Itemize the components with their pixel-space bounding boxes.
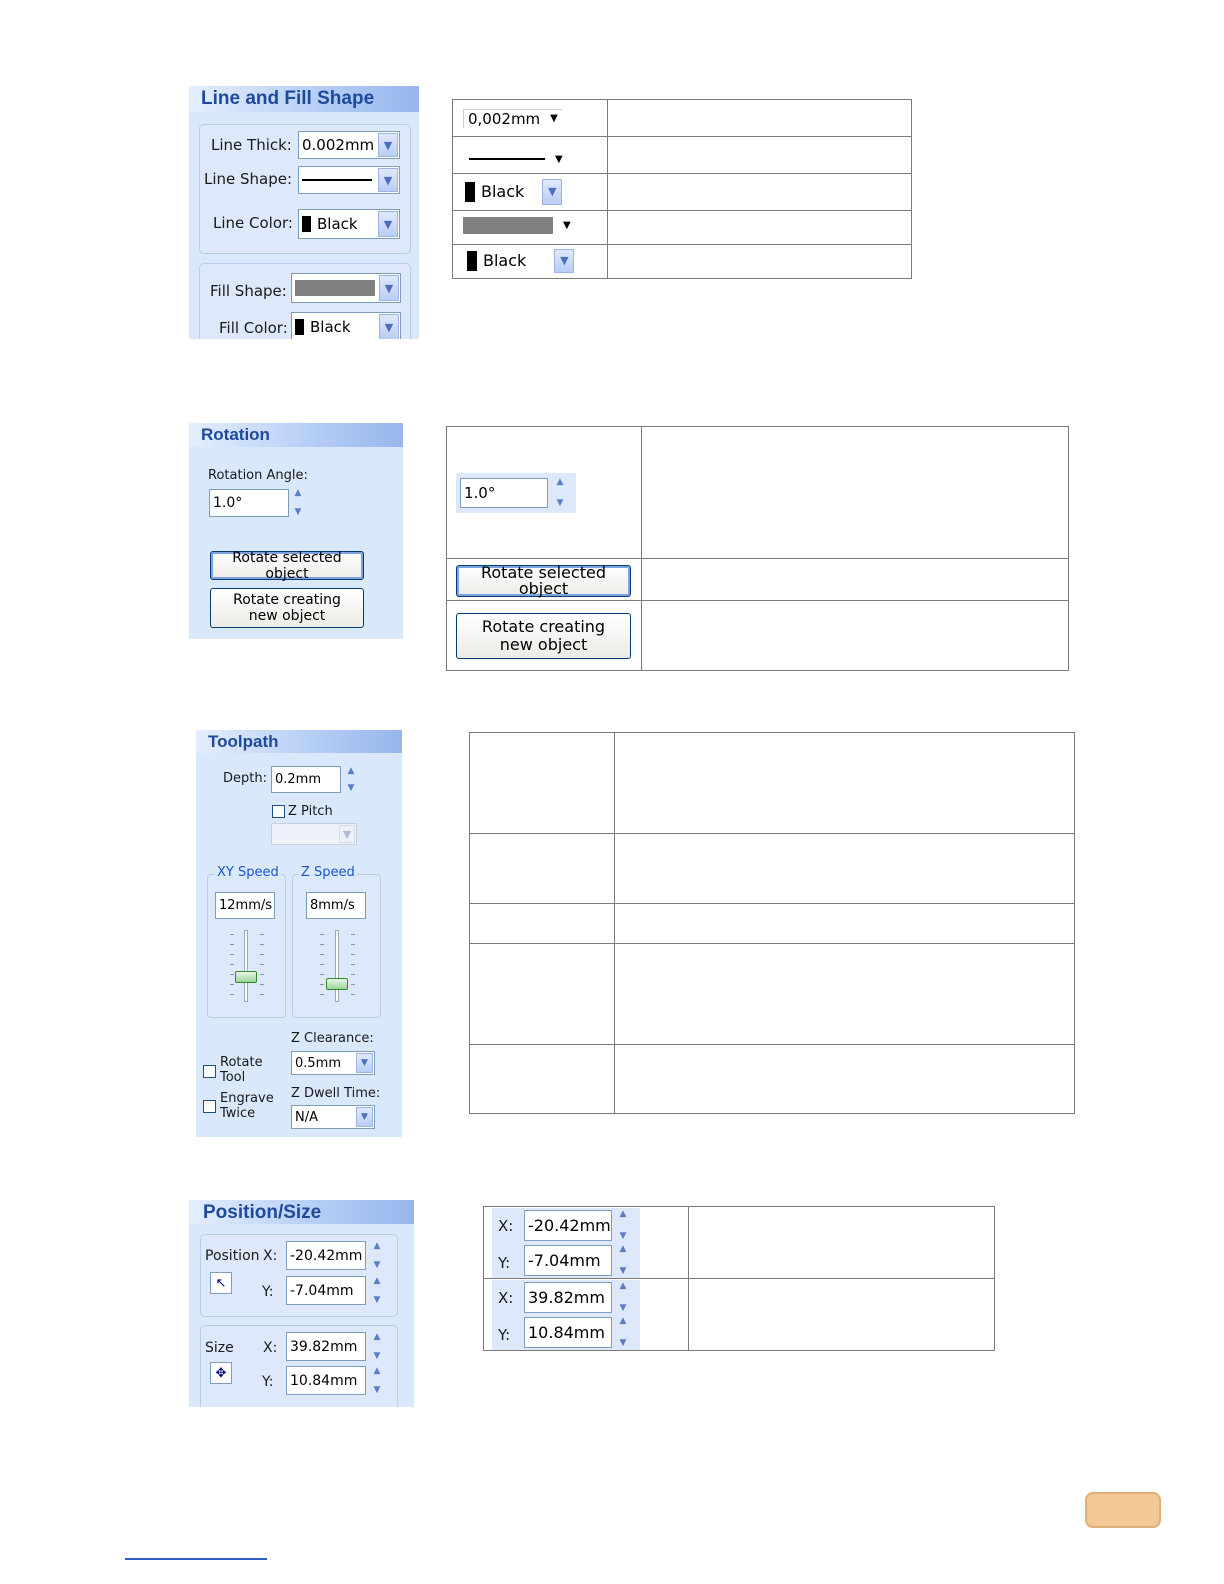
position-y-spinner[interactable] bbox=[370, 1277, 384, 1305]
table-cell bbox=[615, 1045, 1075, 1114]
line-thick-sample-value: 0,002mm bbox=[468, 109, 541, 128]
table-cell bbox=[453, 174, 608, 211]
spin-up-icon[interactable]: ▲ bbox=[619, 1280, 627, 1291]
spin-up-icon[interactable]: ▲ bbox=[619, 1315, 627, 1326]
chevron-down-icon[interactable]: ▼ bbox=[378, 211, 398, 237]
chevron-down-icon[interactable]: ▼ bbox=[378, 168, 398, 192]
table-cell bbox=[608, 174, 912, 211]
footer-rule bbox=[125, 1558, 267, 1560]
engrave-twice-label: Engrave Twice bbox=[220, 1091, 274, 1121]
depth-value: 0.2mm bbox=[275, 772, 322, 787]
spin-up-icon[interactable]: ▲ bbox=[294, 488, 302, 498]
position-x-spinner[interactable] bbox=[370, 1242, 384, 1270]
toolpath-panel-title: Toolpath bbox=[196, 730, 402, 753]
spin-up-icon[interactable]: ▲ bbox=[373, 1276, 381, 1286]
xy-speed-value: 12mm/s bbox=[219, 898, 273, 913]
table-cell bbox=[470, 733, 615, 834]
table-cell bbox=[689, 1279, 995, 1351]
color-swatch bbox=[295, 319, 304, 335]
table-cell bbox=[470, 904, 615, 944]
spin-up-icon[interactable]: ▲ bbox=[556, 476, 564, 487]
xy-speed-label: XY Speed bbox=[217, 865, 279, 880]
table-cell bbox=[615, 834, 1075, 904]
size-x-value: 39.82mm bbox=[290, 1338, 358, 1355]
size-x-input[interactable] bbox=[286, 1332, 366, 1361]
chevron-down-icon[interactable]: ▼ bbox=[356, 1053, 373, 1073]
rotation-table bbox=[446, 426, 1069, 671]
line-shape-sample bbox=[469, 158, 545, 160]
position-sample-y-value: -7.04mm bbox=[528, 1250, 601, 1270]
size-sample-x-input[interactable] bbox=[524, 1282, 612, 1313]
position-sample-x-value: -20.42mm bbox=[528, 1215, 611, 1235]
z-speed-label: Z Speed bbox=[301, 865, 355, 880]
line-fill-table bbox=[452, 99, 912, 279]
spin-down-icon[interactable]: ▼ bbox=[619, 1265, 627, 1276]
rotation-panel bbox=[189, 423, 403, 639]
line-shape-combo-sample[interactable] bbox=[469, 154, 563, 165]
fill-color-sample-value: Black bbox=[483, 251, 527, 270]
fill-color-label: Fill Color: bbox=[219, 319, 288, 337]
position-sample-y-input[interactable] bbox=[524, 1245, 612, 1276]
rotate-selected-sample-button[interactable]: Rotate selected object bbox=[456, 565, 631, 597]
dropdown-arrow-icon: ▼ bbox=[563, 220, 571, 231]
table-cell bbox=[470, 1045, 615, 1114]
z-dwell-time-label: Z Dwell Time: bbox=[291, 1086, 381, 1101]
rotate-selected-button[interactable]: Rotate selected object bbox=[210, 551, 364, 580]
rotation-angle-spinner[interactable] bbox=[291, 489, 305, 517]
position-x-label: X: bbox=[263, 1248, 278, 1264]
position-sample-y-label: Y: bbox=[498, 1253, 511, 1272]
size-sample bbox=[492, 1280, 640, 1350]
spin-down-icon[interactable]: ▼ bbox=[619, 1302, 627, 1313]
table-cell bbox=[642, 601, 1069, 671]
rotate-new-object-sample-button[interactable]: Rotate creating new object bbox=[456, 613, 631, 659]
xy-speed-slider-track[interactable] bbox=[244, 930, 248, 1002]
size-x-spinner[interactable] bbox=[370, 1333, 384, 1361]
chevron-down-icon[interactable]: ▼ bbox=[542, 179, 562, 205]
position-sample-x-input[interactable] bbox=[524, 1210, 612, 1241]
position-sample-x-label: X: bbox=[498, 1216, 514, 1235]
table-cell bbox=[453, 211, 608, 245]
z-pitch-checkbox[interactable] bbox=[272, 805, 285, 818]
line-color-combo[interactable] bbox=[298, 209, 400, 239]
rotation-angle-label: Rotation Angle: bbox=[208, 468, 308, 483]
position-size-panel-title: Position/Size bbox=[189, 1200, 414, 1224]
size-y-spinner[interactable] bbox=[370, 1367, 384, 1395]
page-number-tab bbox=[1085, 1492, 1161, 1528]
line-thick-combo-sample[interactable] bbox=[463, 109, 562, 128]
depth-spinner[interactable] bbox=[344, 767, 358, 793]
position-size-panel bbox=[189, 1200, 414, 1407]
position-sample-y-spinner[interactable] bbox=[616, 1245, 630, 1276]
chevron-down-icon[interactable]: ▼ bbox=[554, 249, 574, 273]
rotation-angle-sample-value: 1.0° bbox=[464, 483, 496, 502]
rotation-angle-value: 1.0° bbox=[213, 495, 243, 511]
table-cell bbox=[470, 834, 615, 904]
size-sample-y-input[interactable] bbox=[524, 1317, 612, 1348]
chevron-down-icon: ▼ bbox=[339, 825, 355, 843]
spin-down-icon[interactable]: ▼ bbox=[294, 507, 302, 517]
spin-down-icon[interactable]: ▼ bbox=[373, 1260, 381, 1270]
spin-down-icon[interactable]: ▼ bbox=[619, 1230, 627, 1241]
spin-up-icon[interactable]: ▲ bbox=[619, 1208, 627, 1219]
table-cell bbox=[453, 100, 608, 137]
toolpath-table bbox=[469, 732, 1075, 1114]
color-swatch bbox=[302, 216, 311, 232]
size-label: Size bbox=[205, 1340, 234, 1356]
z-speed-value: 8mm/s bbox=[310, 898, 355, 913]
spin-down-icon[interactable]: ▼ bbox=[619, 1337, 627, 1348]
z-pitch-combo-disabled bbox=[271, 823, 357, 845]
line-fill-panel-title: Line and Fill Shape bbox=[189, 86, 419, 112]
position-y-value: -7.04mm bbox=[290, 1282, 354, 1299]
table-cell bbox=[615, 904, 1075, 944]
dropdown-arrow-icon: ▼ bbox=[555, 153, 563, 165]
line-color-combo-sample[interactable] bbox=[465, 179, 562, 205]
chevron-down-icon[interactable]: ▼ bbox=[356, 1107, 373, 1127]
line-color-value: Black bbox=[317, 215, 358, 233]
depth-input[interactable] bbox=[271, 766, 341, 793]
position-y-label: Y: bbox=[262, 1284, 274, 1300]
z-dwell-time-value: N/A bbox=[295, 1109, 318, 1125]
size-x-label: X: bbox=[263, 1340, 278, 1356]
z-clearance-value: 0.5mm bbox=[295, 1055, 342, 1071]
spin-down-icon[interactable]: ▼ bbox=[373, 1351, 381, 1361]
size-y-input[interactable] bbox=[286, 1366, 366, 1395]
color-swatch bbox=[467, 251, 477, 271]
fill-shape-combo-sample[interactable] bbox=[463, 217, 571, 234]
line-shape-label: Line Shape: bbox=[204, 170, 293, 188]
fill-color-value: Black bbox=[310, 318, 351, 336]
spin-down-icon[interactable]: ▼ bbox=[373, 1295, 381, 1305]
table-cell bbox=[453, 245, 608, 279]
table-cell bbox=[615, 733, 1075, 834]
table-cell bbox=[470, 944, 615, 1045]
dropdown-arrow-icon: ▼ bbox=[550, 113, 558, 124]
z-speed-slider-thumb[interactable] bbox=[326, 978, 348, 990]
xy-speed-input[interactable] bbox=[215, 892, 275, 919]
position-x-input[interactable] bbox=[286, 1241, 366, 1270]
z-speed-slider-track[interactable] bbox=[335, 930, 339, 1002]
color-swatch bbox=[465, 182, 475, 202]
chevron-down-icon[interactable]: ▼ bbox=[379, 275, 399, 301]
table-cell bbox=[447, 601, 642, 671]
table-cell bbox=[484, 1279, 689, 1351]
spin-up-icon[interactable]: ▲ bbox=[619, 1243, 627, 1254]
spin-up-icon[interactable]: ▲ bbox=[373, 1241, 381, 1251]
table-cell bbox=[484, 1207, 689, 1279]
table-cell bbox=[453, 137, 608, 174]
line-shape-sample bbox=[302, 179, 372, 181]
chevron-down-icon[interactable]: ▼ bbox=[378, 133, 398, 157]
z-dwell-time-combo[interactable] bbox=[291, 1105, 375, 1129]
line-fill-panel bbox=[189, 86, 419, 339]
position-sample-x-spinner[interactable] bbox=[616, 1210, 630, 1241]
xy-speed-slider-thumb[interactable] bbox=[235, 971, 257, 983]
table-cell bbox=[689, 1207, 995, 1279]
position-sample bbox=[492, 1208, 640, 1278]
table-cell bbox=[642, 427, 1069, 559]
position-label: Position bbox=[205, 1248, 260, 1264]
fill-shape-sample bbox=[295, 280, 375, 296]
line-thick-label: Line Thick: bbox=[211, 136, 292, 154]
position-x-value: -20.42mm bbox=[290, 1247, 363, 1264]
z-clearance-combo[interactable] bbox=[291, 1051, 375, 1075]
z-pitch-label: Z Pitch bbox=[288, 804, 333, 819]
table-cell bbox=[608, 137, 912, 174]
chevron-down-icon[interactable]: ▼ bbox=[379, 314, 399, 339]
size-sample-x-spinner[interactable] bbox=[616, 1282, 630, 1313]
position-y-input[interactable] bbox=[286, 1276, 366, 1305]
rotate-tool-checkbox[interactable] bbox=[203, 1065, 216, 1078]
spin-up-icon[interactable]: ▲ bbox=[373, 1366, 381, 1376]
toolpath-panel bbox=[196, 730, 402, 1137]
rotate-tool-label: Rotate Tool bbox=[220, 1055, 263, 1085]
table-cell bbox=[615, 944, 1075, 1045]
z-speed-input[interactable] bbox=[306, 892, 366, 919]
line-thick-combo[interactable] bbox=[298, 131, 400, 159]
spin-down-icon[interactable]: ▼ bbox=[556, 497, 564, 508]
line-color-sample-value: Black bbox=[481, 182, 525, 201]
table-cell bbox=[447, 559, 642, 601]
spin-up-icon[interactable]: ▲ bbox=[347, 766, 355, 776]
size-sample-x-value: 39.82mm bbox=[528, 1287, 605, 1307]
rotation-panel-title: Rotation bbox=[189, 423, 403, 447]
fill-color-combo-sample[interactable] bbox=[467, 249, 574, 273]
depth-label: Depth: bbox=[223, 771, 267, 786]
table-cell bbox=[608, 211, 912, 245]
fill-shape-sample bbox=[463, 217, 553, 234]
fill-color-combo[interactable] bbox=[291, 312, 401, 339]
size-sample-y-value: 10.84mm bbox=[528, 1322, 605, 1342]
fill-shape-label: Fill Shape: bbox=[210, 282, 287, 300]
line-color-label: Line Color: bbox=[213, 214, 293, 232]
fill-shape-combo[interactable] bbox=[291, 273, 401, 303]
rotation-angle-input[interactable] bbox=[209, 489, 289, 517]
rotate-new-object-button[interactable]: Rotate creating new object bbox=[210, 588, 364, 628]
rotation-angle-sample-input[interactable] bbox=[460, 478, 548, 508]
engrave-twice-checkbox[interactable] bbox=[203, 1100, 216, 1113]
position-anchor-icon[interactable]: ↖ bbox=[210, 1272, 232, 1294]
spin-up-icon[interactable]: ▲ bbox=[373, 1332, 381, 1342]
size-sample-y-spinner[interactable] bbox=[616, 1317, 630, 1348]
spin-down-icon[interactable]: ▼ bbox=[347, 783, 355, 793]
position-size-table bbox=[483, 1206, 995, 1351]
spin-down-icon[interactable]: ▼ bbox=[373, 1385, 381, 1395]
line-thick-value: 0.002mm bbox=[302, 136, 375, 154]
z-clearance-label: Z Clearance: bbox=[291, 1031, 374, 1046]
table-cell bbox=[642, 559, 1069, 601]
table-cell bbox=[447, 427, 642, 559]
size-sample-y-label: Y: bbox=[498, 1325, 511, 1344]
line-shape-combo[interactable] bbox=[298, 166, 400, 194]
size-resize-icon[interactable]: ✥ bbox=[210, 1362, 232, 1384]
size-y-value: 10.84mm bbox=[290, 1372, 358, 1389]
table-cell bbox=[608, 245, 912, 279]
rotation-angle-sample-spinner[interactable] bbox=[553, 478, 567, 508]
rotation-angle-sample bbox=[456, 473, 576, 513]
size-sample-x-label: X: bbox=[498, 1288, 514, 1307]
size-y-label: Y: bbox=[262, 1374, 274, 1390]
table-cell bbox=[608, 100, 912, 137]
